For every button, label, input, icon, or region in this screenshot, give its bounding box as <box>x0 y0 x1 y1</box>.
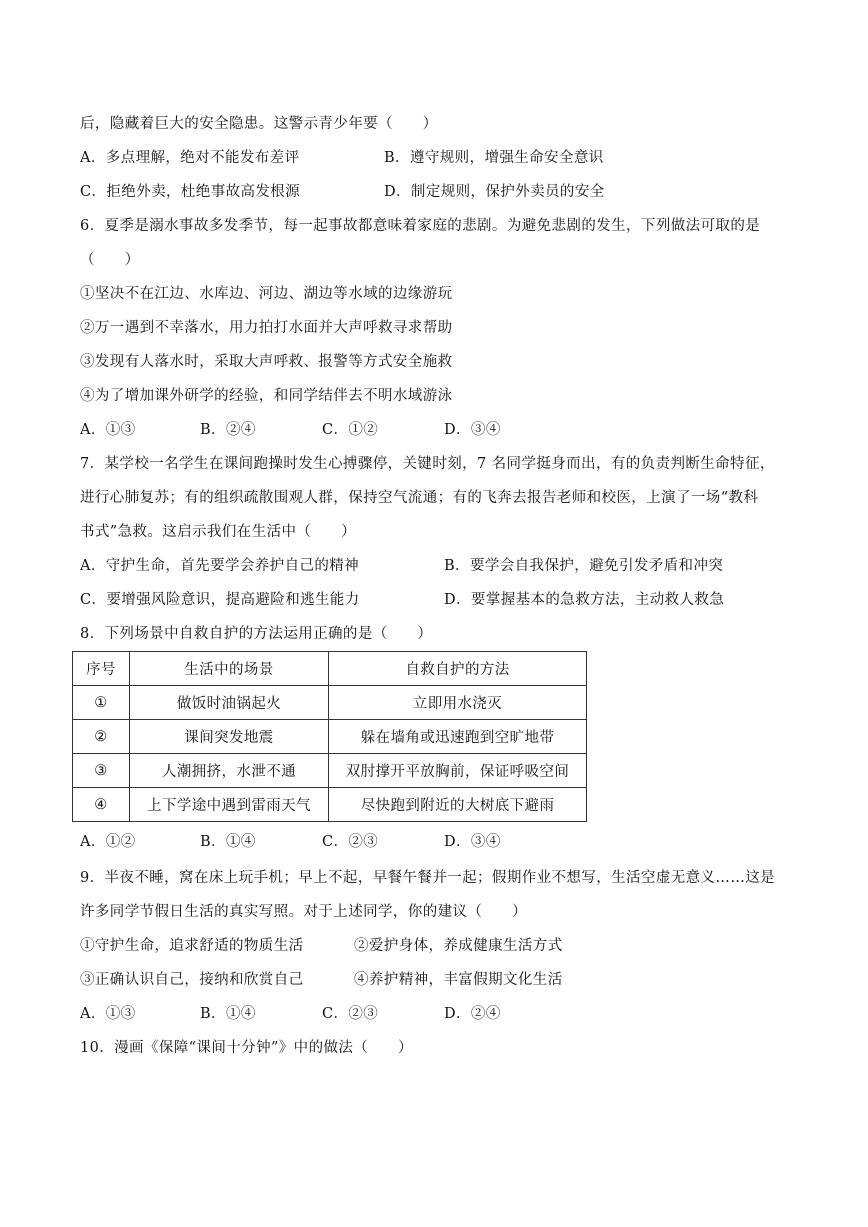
q6-paren: （ ） <box>80 252 140 268</box>
q7-stem-line-3: 书式”急救。这启示我们在生活中（ ） <box>80 524 357 540</box>
q9-item-2: ②爱护身体，养成健康生活方式 <box>354 938 563 954</box>
q6-stem: 6．夏季是溺水事故多发季节，每一起事故都意味着家庭的悲剧。为避免悲剧的发生，下列做法可取的是 <box>80 218 761 234</box>
q5-option-c: C．拒绝外卖，杜绝事故高发根源 <box>80 184 301 200</box>
q6-option-a: A．①③ <box>80 422 136 438</box>
q9-item-3: ③正确认识自己，接纳和欣赏自己 <box>80 972 304 988</box>
table-cell-index: ① <box>73 686 130 720</box>
q8-stem: 8．下列场景中自救自护的方法运用正确的是（ ） <box>80 626 433 642</box>
table-row <box>73 720 587 754</box>
q6-option-b: B．②④ <box>200 422 256 438</box>
table-header-index: 序号 <box>73 652 130 686</box>
q9-option-d: D．②④ <box>444 1006 501 1022</box>
q9-option-a: A．①③ <box>80 1006 136 1022</box>
table-row <box>73 788 587 822</box>
q7-option-d: D．要掌握基本的急救方法，主动救人救急 <box>444 592 725 608</box>
q7-option-a: A．守护生命，首先要学会养护自己的精神 <box>80 558 360 574</box>
table-row <box>73 754 587 788</box>
q8-option-a: A．①② <box>80 834 136 850</box>
q9-option-b: B．①④ <box>200 1006 256 1022</box>
table-cell-scene: 课间突发地震 <box>130 720 329 754</box>
q8-option-c: C．②③ <box>322 834 379 850</box>
q9-stem-line-1: 9．半夜不睡，窝在床上玩手机；早上不起，早餐午餐并一起；假期作业不想写，生活空虚无意义……这是 <box>80 870 776 886</box>
q6-item-1: ①坚决不在江边、水库边、河边、湖边等水域的边缘游玩 <box>80 286 453 302</box>
q6-option-d: D．③④ <box>444 422 501 438</box>
table-cell-index: ② <box>73 720 130 754</box>
table-cell-scene: 做饭时油锅起火 <box>130 686 329 720</box>
table-cell-index: ④ <box>73 788 130 822</box>
q9-item-4: ④养护精神，丰富假期文化生活 <box>354 972 563 988</box>
q5-option-d: D．制定规则，保护外卖员的安全 <box>384 184 605 200</box>
q9-option-c: C．②③ <box>322 1006 379 1022</box>
q10-stem: 10．漫画《保障“课间十分钟”》中的做法（ ） <box>80 1040 413 1056</box>
table-cell-scene: 人潮拥挤，水泄不通 <box>130 754 329 788</box>
q9-item-1: ①守护生命，追求舒适的物质生活 <box>80 938 304 954</box>
table-cell-method: 躲在墙角或迅速跑到空旷地带 <box>329 720 587 754</box>
q7-stem-line-2: 进行心肺复苏；有的组织疏散围观人群，保持空气流通；有的飞奔去报告老师和校医，上演了一场“教科 <box>80 490 759 506</box>
table-header-row <box>73 652 587 686</box>
q6-item-2: ②万一遇到不幸落水，用力拍打水面并大声呼救寻求帮助 <box>80 320 453 336</box>
q6-item-3: ③发现有人落水时，采取大声呼救、报警等方式安全施救 <box>80 354 453 370</box>
q7-stem-line-1: 7．某学校一名学生在课间跑操时发生心搏骤停，关键时刻，7 名同学挺身而出，有的负责判断生命特征， <box>80 456 775 472</box>
q7-option-b: B．要学会自我保护，避免引发矛盾和冲突 <box>444 558 724 574</box>
table-header-method: 自救自护的方法 <box>329 652 587 686</box>
q7-option-c: C．要增强风险意识，提高避险和逃生能力 <box>80 592 360 608</box>
q9-stem-line-2: 许多同学节假日生活的真实写照。对于上述同学，你的建议（ ） <box>80 904 527 920</box>
q6-option-c: C．①② <box>322 422 379 438</box>
q5-option-b: B．遵守规则，增强生命安全意识 <box>384 150 604 166</box>
table-cell-method: 双肘撑开平放胸前，保证呼吸空间 <box>329 754 587 788</box>
q8-table <box>72 651 587 822</box>
table-row <box>73 686 587 720</box>
q6-item-4: ④为了增加课外研学的经验，和同学结伴去不明水域游泳 <box>80 388 453 404</box>
q8-option-d: D．③④ <box>444 834 501 850</box>
table-header-scene: 生活中的场景 <box>130 652 329 686</box>
table-cell-method: 尽快跑到附近的大树底下避雨 <box>329 788 587 822</box>
q8-option-b: B．①④ <box>200 834 256 850</box>
q5-stem-tail: 后，隐藏着巨大的安全隐患。这警示青少年要（ ） <box>80 116 438 132</box>
q5-option-a: A．多点理解，绝对不能发布差评 <box>80 150 300 166</box>
table-cell-method: 立即用水浇灭 <box>329 686 587 720</box>
table-cell-index: ③ <box>73 754 130 788</box>
table-cell-scene: 上下学途中遇到雷雨天气 <box>130 788 329 822</box>
